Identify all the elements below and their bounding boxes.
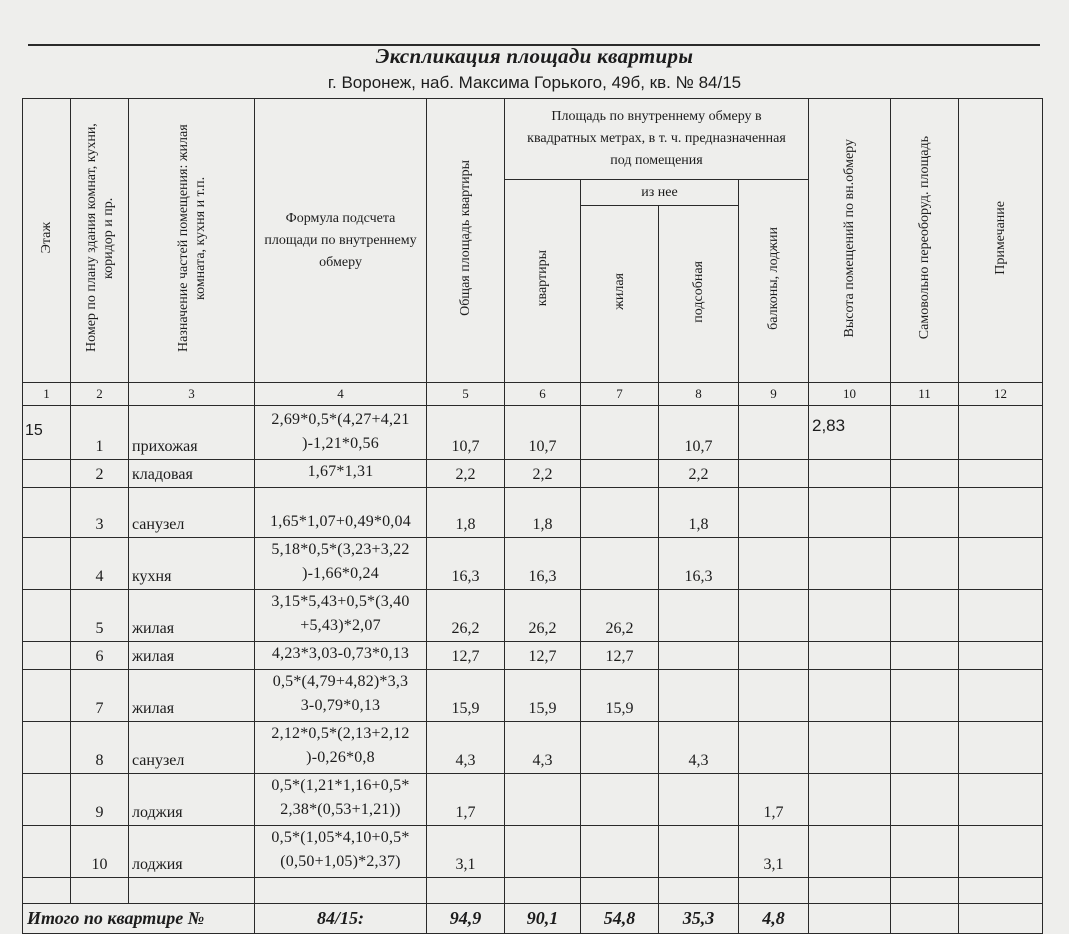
apartment-area-cell: 12,7 [505, 642, 581, 670]
table-row [23, 642, 1043, 670]
room-number-cell: 2 [71, 460, 129, 488]
formula-line: )-1,66*0,24 [302, 565, 379, 582]
apartment-area-cell: 1,8 [505, 488, 581, 538]
height-cell [809, 670, 891, 722]
formula-cell [255, 670, 427, 722]
floor-cell [23, 774, 71, 826]
total-area-cell: 3,1 [427, 826, 505, 878]
total-area-cell: 1,7 [427, 774, 505, 826]
column-number: 1 [23, 383, 71, 406]
room-number-cell: 7 [71, 670, 129, 722]
balcony-area-cell [739, 406, 809, 460]
room-number-cell: 10 [71, 826, 129, 878]
room-name-cell: жилая [129, 670, 255, 722]
note-cell [959, 590, 1043, 642]
floor-cell: 15 [23, 406, 71, 460]
formula-line: 0,5*(4,79+4,82)*3,3 [272, 673, 409, 690]
table-row [23, 722, 1043, 774]
living-area-cell: 15,9 [581, 670, 659, 722]
height-cell [809, 774, 891, 826]
totals-row [23, 904, 1043, 934]
total-area-cell: 12,7 [427, 642, 505, 670]
header-room-number: Номер по плану здания комнат, кухни, коридор и пр. [71, 99, 129, 383]
unauthorized-cell [891, 722, 959, 774]
column-number: 6 [505, 383, 581, 406]
living-area-cell [581, 538, 659, 590]
header-purpose: Назначение частей помещения: жилая комната, кухня и т.п. [129, 99, 255, 383]
floor-cell [23, 826, 71, 878]
table-row [23, 406, 1043, 460]
unauthorized-cell [891, 538, 959, 590]
formula-cell [255, 460, 427, 488]
unauthorized-cell [891, 406, 959, 460]
living-area-cell [581, 774, 659, 826]
balcony-area-cell [739, 488, 809, 538]
header-apartment: квартиры [505, 180, 581, 383]
balcony-area-cell: 1,7 [739, 774, 809, 826]
note-cell [959, 406, 1043, 460]
document-address [0, 72, 1069, 93]
height-cell [809, 642, 891, 670]
formula-cell [255, 488, 427, 538]
living-area-cell: 12,7 [581, 642, 659, 670]
apartment-area-cell: 2,2 [505, 460, 581, 488]
column-number: 10 [809, 383, 891, 406]
totals-empty-cell [959, 904, 1043, 934]
formula-line: 4,23*3,03-0,73*0,13 [271, 645, 410, 662]
totals-living-cell: 54,8 [581, 904, 659, 934]
note-cell [959, 774, 1043, 826]
floor-cell [23, 590, 71, 642]
apartment-area-cell: 10,7 [505, 406, 581, 460]
header-unauthorized: Самовольно переоборуд. площадь [891, 99, 959, 383]
height-cell [809, 826, 891, 878]
note-cell [959, 488, 1043, 538]
room-number-cell: 3 [71, 488, 129, 538]
formula-cell [255, 590, 427, 642]
formula-cell [255, 406, 427, 460]
height-cell [809, 590, 891, 642]
height-cell [809, 538, 891, 590]
totals-empty-cell [809, 904, 891, 934]
column-number: 7 [581, 383, 659, 406]
formula-cell [255, 722, 427, 774]
formula-line: 2,69*0,5*(4,27+4,21 [271, 411, 410, 428]
formula-line: )-0,26*0,8 [306, 749, 375, 766]
formula-line: 0,5*(1,05*4,10+0,5* [271, 829, 410, 846]
totals-label: Итого по квартире № [23, 904, 255, 934]
totals-total-cell: 94,9 [427, 904, 505, 934]
room-name-cell: санузел [129, 488, 255, 538]
apartment-area-cell [505, 774, 581, 826]
apartment-area-cell [505, 826, 581, 878]
totals-balcony-cell: 4,8 [739, 904, 809, 934]
total-area-cell: 4,3 [427, 722, 505, 774]
total-area-cell: 16,3 [427, 538, 505, 590]
room-number-cell: 6 [71, 642, 129, 670]
auxiliary-area-cell: 1,8 [659, 488, 739, 538]
formula-cell [255, 826, 427, 878]
height-cell [809, 488, 891, 538]
column-number: 11 [891, 383, 959, 406]
balcony-area-cell [739, 538, 809, 590]
header-living: жилая [581, 206, 659, 383]
header-formula: Формула подсчета площади по внутреннему обмеру [255, 99, 427, 383]
header-note: Примечание [959, 99, 1043, 383]
room-name-cell: жилая [129, 642, 255, 670]
unauthorized-cell [891, 774, 959, 826]
table-row [23, 590, 1043, 642]
living-area-cell [581, 406, 659, 460]
explication-table [22, 98, 1043, 934]
totals-empty-cell [891, 904, 959, 934]
document-title: Экспликация площади квартиры [375, 44, 694, 68]
formula-line: )-1,21*0,56 [302, 435, 379, 452]
note-cell [959, 642, 1043, 670]
total-area-cell: 2,2 [427, 460, 505, 488]
header-height: Высота помещений по вн.обмеру [809, 99, 891, 383]
formula-line: 1,65*1,07+0,49*0,04 [270, 513, 411, 530]
note-cell [959, 670, 1043, 722]
room-name-cell: жилая [129, 590, 255, 642]
note-cell [959, 460, 1043, 488]
table-row [23, 538, 1043, 590]
floor-cell [23, 538, 71, 590]
room-number-cell: 8 [71, 722, 129, 774]
room-name-cell: прихожая [129, 406, 255, 460]
totals-apartment-cell: 90,1 [505, 904, 581, 934]
column-number: 9 [739, 383, 809, 406]
total-area-cell: 10,7 [427, 406, 505, 460]
balcony-area-cell [739, 460, 809, 488]
balcony-area-cell [739, 670, 809, 722]
auxiliary-area-cell [659, 642, 739, 670]
auxiliary-area-cell: 16,3 [659, 538, 739, 590]
header-auxiliary: подсобная [659, 206, 739, 383]
formula-line: 2,12*0,5*(2,13+2,12 [271, 725, 410, 742]
floor-cell [23, 460, 71, 488]
apartment-number: № 84/15 [675, 73, 742, 92]
table-row [23, 774, 1043, 826]
formula-line: 5,18*0,5*(3,23+3,22 [271, 541, 410, 558]
apartment-area-cell: 26,2 [505, 590, 581, 642]
table-row [23, 826, 1043, 878]
room-name-cell: санузел [129, 722, 255, 774]
formula-line: 1,67*1,31 [307, 463, 374, 480]
balcony-area-cell [739, 642, 809, 670]
header-area-group: Площадь по внутреннему обмеру в квадратных метрах, в т. ч. предназначенная под помещения [505, 99, 809, 180]
room-number-cell: 5 [71, 590, 129, 642]
room-name-cell: лоджия [129, 826, 255, 878]
note-cell [959, 826, 1043, 878]
room-number-cell: 4 [71, 538, 129, 590]
living-area-cell [581, 826, 659, 878]
header-floor: Этаж [23, 99, 71, 383]
floor-cell [23, 642, 71, 670]
apartment-area-cell: 16,3 [505, 538, 581, 590]
formula-line: +5,43)*2,07 [300, 617, 381, 634]
room-name-cell: кухня [129, 538, 255, 590]
address-text: г. Воронеж, наб. Максима Горького, 49б, кв. [327, 73, 676, 92]
balcony-area-cell [739, 722, 809, 774]
unauthorized-cell [891, 670, 959, 722]
column-number: 12 [959, 383, 1043, 406]
unauthorized-cell [891, 642, 959, 670]
height-cell [809, 460, 891, 488]
unauthorized-cell [891, 460, 959, 488]
living-area-cell [581, 488, 659, 538]
auxiliary-area-cell [659, 826, 739, 878]
room-name-cell: кладовая [129, 460, 255, 488]
floor-cell [23, 488, 71, 538]
living-area-cell [581, 722, 659, 774]
table-row [23, 670, 1043, 722]
auxiliary-area-cell: 2,2 [659, 460, 739, 488]
auxiliary-area-cell: 4,3 [659, 722, 739, 774]
note-cell [959, 722, 1043, 774]
formula-line: (0,50+1,05)*2,37) [280, 853, 401, 870]
column-number: 3 [129, 383, 255, 406]
floor-cell [23, 670, 71, 722]
header-total-area: Общая площадь квартиры [427, 99, 505, 383]
height-cell [809, 722, 891, 774]
floor-cell [23, 722, 71, 774]
formula-line: 0,5*(1,21*1,16+0,5* [271, 777, 410, 794]
living-area-cell: 26,2 [581, 590, 659, 642]
unauthorized-cell [891, 488, 959, 538]
auxiliary-area-cell: 10,7 [659, 406, 739, 460]
column-number: 2 [71, 383, 129, 406]
total-area-cell: 15,9 [427, 670, 505, 722]
column-number: 8 [659, 383, 739, 406]
formula-line: 2,38*(0,53+1,21)) [280, 801, 401, 818]
formula-line: 3-0,79*0,13 [300, 697, 381, 714]
column-number: 5 [427, 383, 505, 406]
note-cell [959, 538, 1043, 590]
balcony-area-cell [739, 590, 809, 642]
totals-apartment-number: 84/15: [255, 904, 427, 934]
living-area-cell [581, 460, 659, 488]
formula-cell [255, 538, 427, 590]
balcony-area-cell: 3,1 [739, 826, 809, 878]
formula-cell [255, 642, 427, 670]
room-number-cell: 9 [71, 774, 129, 826]
room-name-cell: лоджия [129, 774, 255, 826]
column-numbers-row [23, 383, 1043, 406]
auxiliary-area-cell [659, 774, 739, 826]
table-row [23, 460, 1043, 488]
formula-line: 3,15*5,43+0,5*(3,40 [271, 593, 410, 610]
column-number: 4 [255, 383, 427, 406]
header-of-which: из нее [581, 180, 739, 206]
total-area-cell: 1,8 [427, 488, 505, 538]
unauthorized-cell [891, 826, 959, 878]
apartment-area-cell: 15,9 [505, 670, 581, 722]
auxiliary-area-cell [659, 670, 739, 722]
apartment-area-cell: 4,3 [505, 722, 581, 774]
auxiliary-area-cell [659, 590, 739, 642]
total-area-cell: 26,2 [427, 590, 505, 642]
table-row [23, 488, 1043, 538]
height-cell: 2,83 [809, 406, 891, 460]
room-number-cell: 1 [71, 406, 129, 460]
formula-cell [255, 774, 427, 826]
unauthorized-cell [891, 590, 959, 642]
totals-auxiliary-cell: 35,3 [659, 904, 739, 934]
header-balconies: балконы, лоджии [739, 180, 809, 383]
